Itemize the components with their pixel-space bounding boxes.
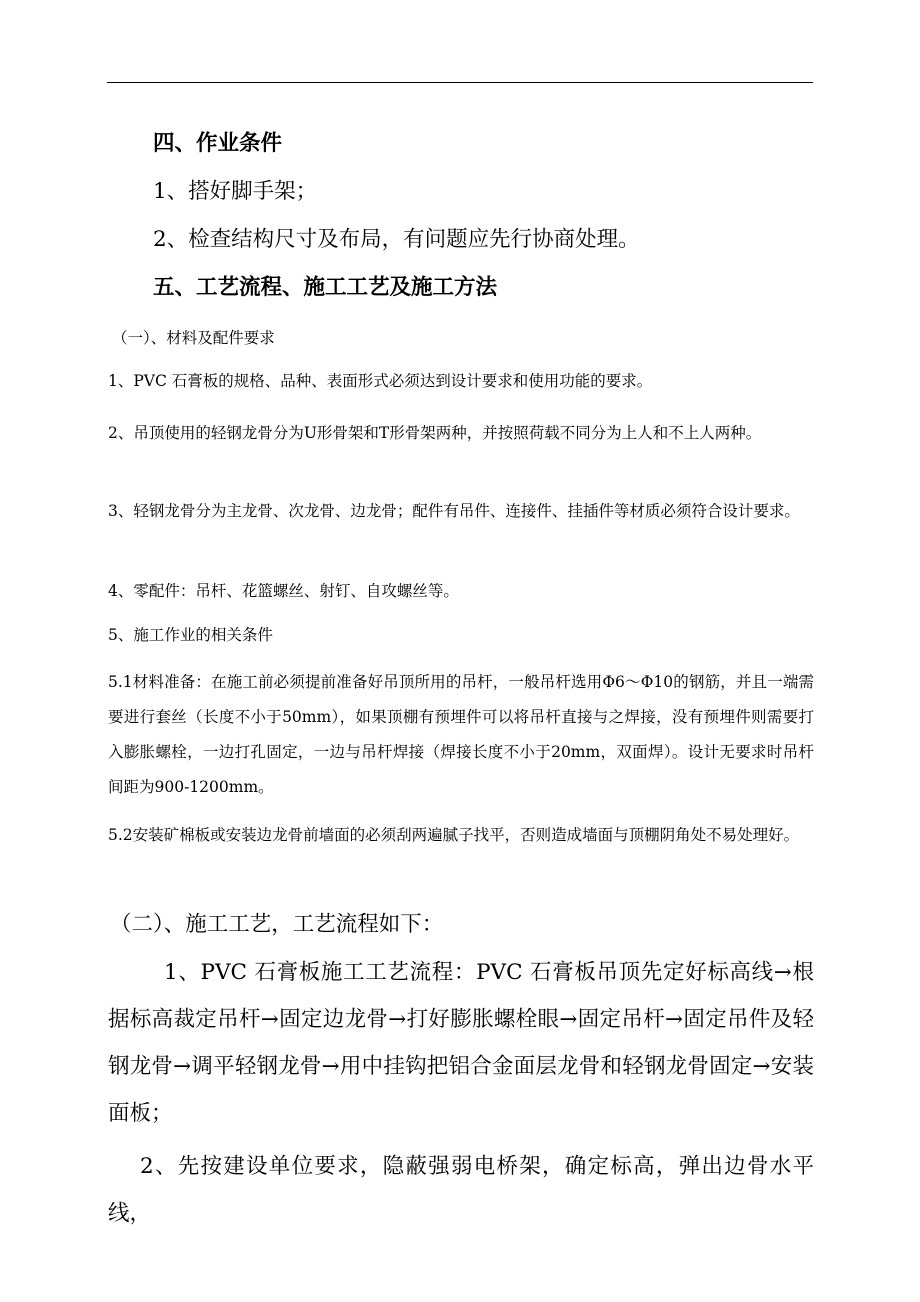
section-4-title: 四、作业条件 <box>153 131 283 156</box>
subsection-2-title: （二）、施工工艺，工艺流程如下： <box>110 912 444 937</box>
flow-paragraph-2: 2、先按建设单位要求，隐蔽强弱电桥架，确定标高，弹出边骨水平线， <box>108 1154 814 1226</box>
paragraph-1: 1、PVC 石膏板的规格、品种、表面形式必须达到设计要求和使用功能的要求。 <box>108 372 653 390</box>
section-4-item-2: 2、检查结构尺寸及布局，有问题应先行协商处理。 <box>153 227 640 252</box>
section-5-title: 五、工艺流程、施工工艺及施工方法 <box>153 275 498 300</box>
header-rule <box>107 82 813 83</box>
subsection-1-title: （一）、材料及配件要求 <box>112 329 275 347</box>
section-4-item-1: 1、搭好脚手架； <box>153 179 318 204</box>
paragraph-5: 5、施工作业的相关条件 <box>108 626 273 644</box>
paragraph-3: 3、轻钢龙骨分为主龙骨、次龙骨、边龙骨；配件有吊件、连接件、挂插件等材质必须符合设计要求。 <box>108 502 800 520</box>
paragraph-5-2: 5.2安装矿棉板或安装边龙骨前墙面的必须刮两遍腻子找平，否则造成墙面与顶棚阴角处不易处理好。 <box>108 826 800 844</box>
flow-paragraph-1: 1、PVC 石膏板施工工艺流程：PVC 石膏板吊顶先定好标高线→根据标高裁定吊杆→固定边龙骨→打好膨胀螺栓眼→固定吊杆→固定吊件及轻钢龙骨→调平轻钢龙骨→用中挂钩把铝合金面层龙骨和轻钢龙骨固定→安装面板； <box>108 960 814 1126</box>
paragraph-4: 4、零配件：吊杆、花篮螺丝、射钉、自攻螺丝等。 <box>108 582 459 600</box>
paragraph-5-1: 5.1材料准备：在施工前必须提前准备好吊顶所用的吊杆，一般吊杆选用Φ6～Φ10的钢筋，并且一端需要进行套丝（长度不小于50mm），如果顶棚有预埋件可以将吊杆直接与之焊接，没有预埋件则需要打入膨胀螺栓，一边打孔固定，一边与吊杆焊接（焊接长度不小于20mm，双面焊）。设计无要求时吊杆间距为900-1200mm。 <box>108 673 814 796</box>
paragraph-2: 2、吊顶使用的轻钢龙骨分为U形骨架和T形骨架两种，并按照荷载不同分为上人和不上人两种。 <box>108 424 762 442</box>
